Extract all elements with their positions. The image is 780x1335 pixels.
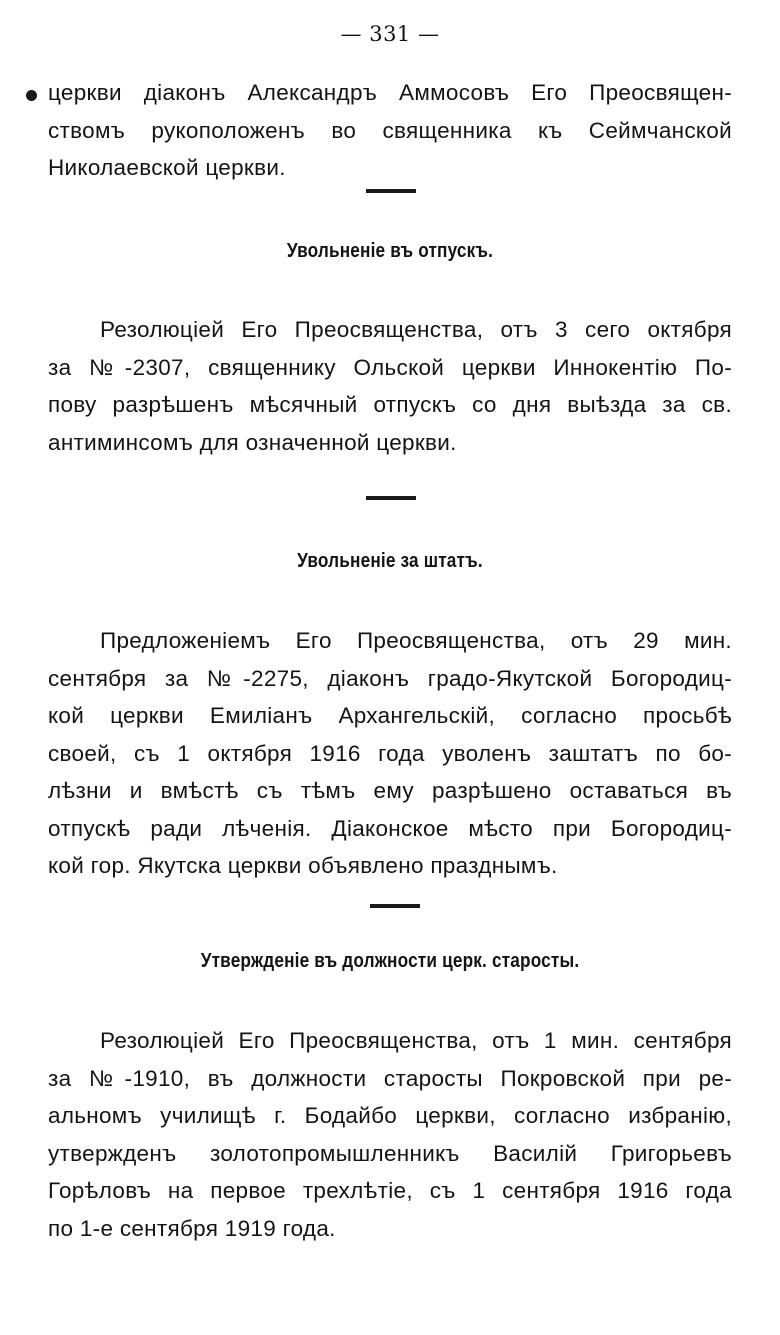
- text-line: лѣзни и вмѣстѣ съ тѣмъ ему разрѣшено оставаться въ: [48, 778, 732, 803]
- section-heading: Увольненіе за штатъ.: [297, 550, 483, 572]
- section-heading: Утвержденіе въ должности церк. старосты.: [200, 950, 580, 972]
- section-paragraph: [48, 1022, 732, 1247]
- text-line: Николаевской церкви.: [48, 155, 286, 180]
- text-line: по 1-е сентября 1919 года.: [48, 1215, 336, 1241]
- text-line: своей, съ 1 октября 1916 года уволенъ заштатъ по бо-: [48, 740, 732, 766]
- text-line: сентября за №-2275, діаконъ градо-Якутской Богородиц-: [48, 665, 732, 691]
- text-line: Резолюціей Его Преосвященства, отъ 3 сего октября: [100, 317, 732, 342]
- intro-paragraph: [48, 74, 732, 187]
- text-line: утвержденъ золотопромышленникъ Василій Григорьевъ: [48, 1140, 732, 1166]
- section-divider: [366, 189, 416, 193]
- text-line: церкви діаконъ Александръ Аммосовъ Его Преосвящен-: [48, 80, 732, 105]
- text-line: Предложеніемъ Его Преосвященства, отъ 29 мин.: [100, 628, 732, 653]
- page-number: — 331 —: [340, 22, 440, 46]
- text-line: ствомъ рукоположенъ во священника къ Сеймчанской: [48, 117, 732, 143]
- text-line: антиминсомъ для означенной церкви.: [48, 429, 457, 455]
- section-paragraph: [48, 622, 732, 885]
- text-line: альномъ училищѣ г. Бодайбо церкви, согласно избранію,: [48, 1103, 732, 1128]
- text-line: кой церкви Емиліанъ Архангельскій, согласно просьбѣ: [48, 703, 732, 728]
- section-heading: Увольненіе въ отпускъ.: [286, 240, 494, 262]
- bullet-mark: [26, 90, 37, 101]
- section-divider: [370, 904, 420, 908]
- text-line: Резолюціей Его Преосвященства, отъ 1 мин. сентября: [100, 1028, 732, 1053]
- text-line: за №-2307, священнику Ольской церкви Иннокентію По-: [48, 354, 732, 380]
- section-paragraph: [48, 311, 732, 461]
- section-divider: [366, 496, 416, 500]
- text-line: за №-1910, въ должности старосты Покровской при ре-: [48, 1065, 732, 1091]
- text-line: отпускѣ ради лѣченія. Діаконское мѣсто при Богородиц-: [48, 815, 732, 841]
- text-line: пову разрѣшенъ мѣсячный отпускъ со дня выѣзда за св.: [48, 392, 732, 417]
- text-line: кой гор. Якутска церкви объявлено празднымъ.: [48, 853, 558, 878]
- text-line: Горѣловъ на первое трехлѣтіе, съ 1 сентября 1916 года: [48, 1178, 732, 1203]
